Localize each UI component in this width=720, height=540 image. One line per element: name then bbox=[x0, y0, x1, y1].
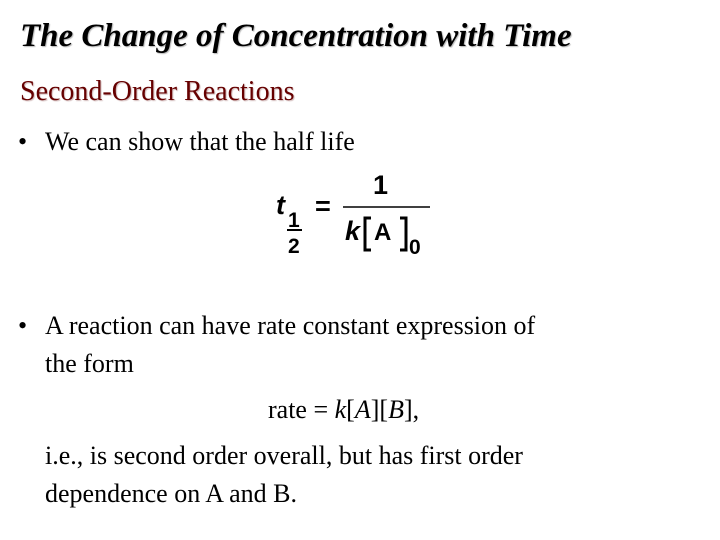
half-life-formula bbox=[270, 166, 440, 262]
rate-species-a: A bbox=[354, 395, 371, 424]
rate-law-expression bbox=[268, 391, 419, 429]
bullet-marker: • bbox=[18, 127, 28, 156]
rate-species-b: B bbox=[388, 395, 404, 424]
slide-subtitle: Second-Order Reactions bbox=[20, 76, 295, 107]
formula-equals: = bbox=[315, 191, 331, 221]
formula-t: t bbox=[276, 190, 285, 220]
rate-bracket-mid: ][ bbox=[370, 395, 389, 424]
formula-half-denominator: 2 bbox=[288, 235, 300, 258]
formula-right-bracket bbox=[400, 218, 406, 250]
slide-title: The Change of Concentration with Time bbox=[20, 18, 572, 54]
formula-graphic bbox=[270, 166, 440, 262]
formula-numerator: 1 bbox=[373, 170, 389, 200]
rate-bracket-open: [ bbox=[346, 395, 355, 424]
rate-k: k bbox=[334, 395, 347, 424]
formula-species: A bbox=[374, 219, 392, 246]
formula-subscript: 0 bbox=[409, 236, 421, 259]
formula-k: k bbox=[345, 216, 361, 246]
formula-half-numerator: 1 bbox=[288, 209, 300, 232]
rate-bracket-close: ], bbox=[403, 395, 420, 424]
rate-prefix: rate = bbox=[268, 395, 335, 424]
bullet-continuation: the form bbox=[45, 349, 134, 378]
bullet-continuation: i.e., is second order overall, but has first order bbox=[45, 441, 523, 470]
bullet-rate-constant bbox=[18, 307, 535, 345]
bullet-text: We can show that the half life bbox=[45, 127, 355, 156]
formula-left-bracket bbox=[365, 218, 371, 250]
bullet-marker: • bbox=[18, 311, 28, 340]
bullet-half-life bbox=[18, 123, 355, 161]
bullet-text: A reaction can have rate constant expression of bbox=[45, 311, 536, 340]
bullet-continuation: dependence on A and B. bbox=[45, 479, 297, 508]
